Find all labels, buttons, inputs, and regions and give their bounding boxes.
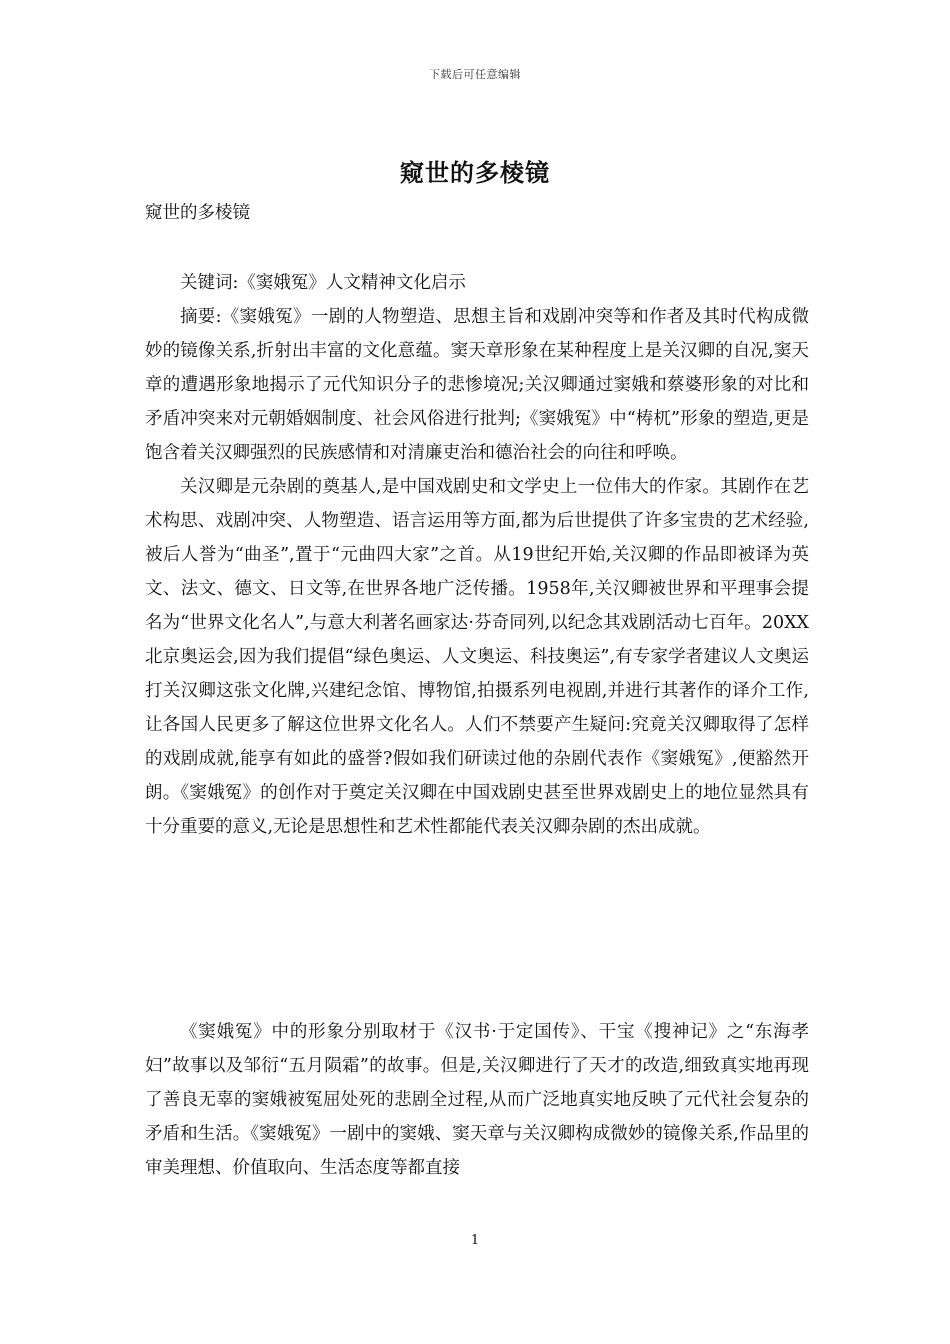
body-paragraph: 《窦娥冤》中的形象分别取材于《汉书·于定国传》、干宝《搜神记》之“东海孝妇”故事以及邹衍“五月陨霜”的故事。但是,关汉卿进行了天才的改造,细致真实地再现了善良无辜的窦娥被冤屈处死的悲剧全过程,从而广泛地真实地反映了元代社会复杂的矛盾和生活。《窦娥冤》一剧中的窦娥、窦天章与关汉卿构成微妙的镜像关系,作品里的审美理想、价值取向、生活态度等都直接	[145, 1022, 809, 1178]
document-title: 窥世的多棱镜	[400, 158, 550, 187]
document-subtitle: 窥世的多棱镜	[145, 203, 250, 223]
body-text-block-1	[145, 266, 809, 844]
keywords-paragraph: 关键词:《窦娥冤》人文精神文化启示	[180, 273, 466, 293]
abstract-paragraph: 摘要:《窦娥冤》一剧的人物塑造、思想主旨和戏剧冲突等和作者及其时代构成微妙的镜像关系,折射出丰富的文化意蕴。窦天章形象在某种程度上是关汉卿的自况,窦天章的遭遇形象地揭示了元代知识分子的悲惨境况;关汉卿通过窦娥和蔡婆形象的对比和矛盾冲突来对元朝婚姻制度、社会风俗进行批判;《窦娥冤》中“梼杌”形象的塑造,更是饱含着关汉卿强烈的民族感情和对清廉吏治和德治社会的向往和呼唤。	[145, 307, 809, 463]
body-paragraph: 关汉卿是元杂剧的奠基人,是中国戏剧史和文学史上一位伟大的作家。其剧作在艺术构思、戏剧冲突、人物塑造、语言运用等方面,都为后世提供了许多宝贵的艺术经验,被后人誉为“曲圣”,置于“元曲四大家”之首。从19世纪开始,关汉卿的作品即被译为英文、法文、德文、日文等,在世界各地广泛传播。1958年,关汉卿被世界和平理事会提名为“世界文化名人”,与意大利著名画家达·芬奇同列,以纪念其戏剧活动七百年。20XX北京奥运会,因为我们提倡“绿色奥运、人文奥运、科技奥运”,有专家学者建议人文奥运打关汉卿这张文化牌,兴建纪念馆、博物馆,拍摄系列电视剧,并进行其著作的译介工作,让各国人民更多了解这位世界文化名人。人们不禁要产生疑问:究竟关汉卿取得了怎样的戏剧成就,能享有如此的盛誉?假如我们研读过他的杂剧代表作《窦娥冤》,便豁然开朗。《窦娥冤》的创作对于奠定关汉卿在中国戏剧史甚至世界戏剧史上的地位显然具有十分重要的意义,无论是思想性和艺术性都能代表关汉卿杂剧的杰出成就。	[145, 477, 809, 837]
body-text-block-2	[145, 1015, 809, 1185]
page-number: 1	[470, 1233, 480, 1248]
header-note: 下载后可任意编辑	[429, 68, 521, 81]
